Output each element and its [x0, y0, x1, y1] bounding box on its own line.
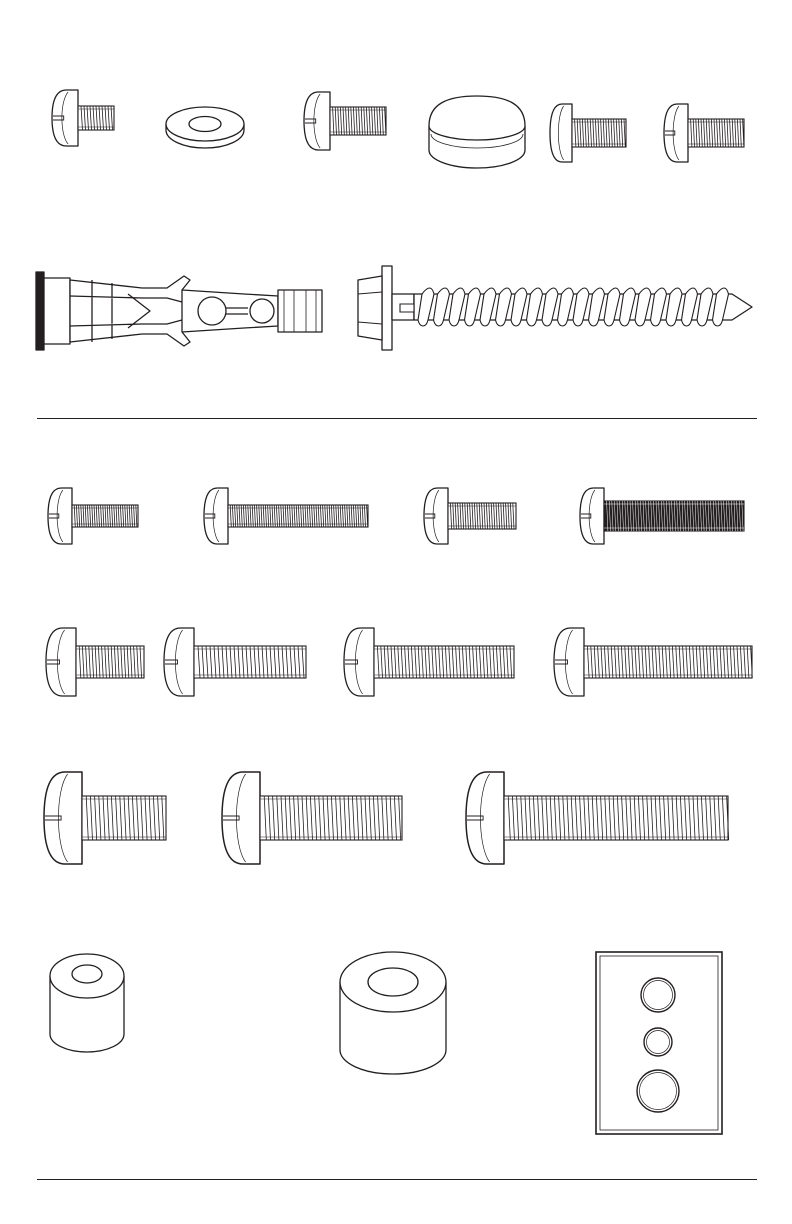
machine-screw-icon — [46, 486, 142, 546]
black-machine-screw-icon — [578, 486, 748, 546]
machine-screw-icon — [662, 102, 748, 164]
machine-screw-icon — [464, 770, 730, 866]
machine-screw-icon — [220, 770, 404, 866]
machine-screw-icon — [202, 486, 370, 546]
machine-screw-icon — [552, 626, 756, 698]
large-spacer-icon — [336, 948, 450, 1078]
small-spacer-icon — [46, 950, 128, 1056]
hollow-wall-anchor-icon — [32, 268, 326, 354]
flat-washer-icon — [162, 104, 248, 152]
hole-template-plate-icon — [594, 950, 724, 1136]
machine-screw-icon — [42, 770, 168, 866]
machine-screw-icon — [162, 626, 310, 698]
screw-cap-icon — [425, 94, 529, 172]
machine-screw-icon — [50, 88, 118, 148]
section-divider — [37, 418, 757, 419]
section-divider — [37, 1179, 757, 1180]
machine-screw-icon — [548, 102, 632, 164]
hex-lag-bolt-icon — [352, 264, 758, 354]
machine-screw-icon — [44, 626, 148, 698]
machine-screw-icon — [302, 90, 392, 152]
machine-screw-icon — [422, 486, 518, 546]
machine-screw-icon — [342, 626, 518, 698]
